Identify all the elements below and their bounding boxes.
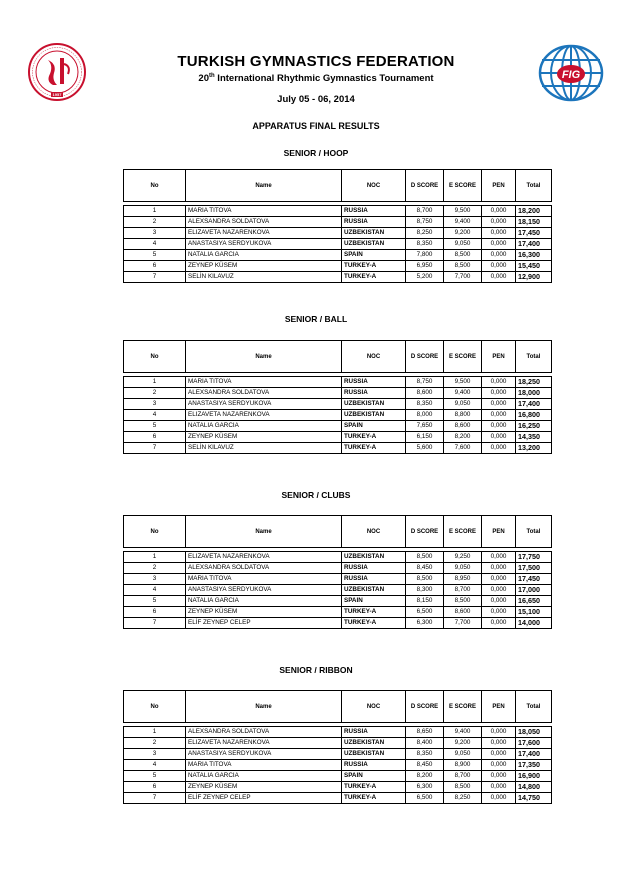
results-title: APPARATUS FINAL RESULTS — [252, 121, 380, 131]
cell-e: 8,250 — [444, 793, 482, 804]
cell-pen: 0,000 — [482, 552, 516, 563]
column-header: PEN — [482, 170, 516, 202]
cell-d: 8,600 — [406, 388, 444, 399]
cell-total: 17,450 — [516, 228, 552, 239]
cell-d: 7,800 — [406, 250, 444, 261]
cell-name: ZEYNEP KÜSEM — [186, 432, 342, 443]
table-row — [124, 272, 552, 283]
cell-no: 7 — [124, 618, 186, 629]
column-header: Total — [516, 170, 552, 202]
table-row — [124, 618, 552, 629]
tournament-title: 20th International Rhythmic Gymnastics Tournament — [198, 73, 434, 85]
cell-name: ALEXSANDRA SOLDATOVA — [186, 388, 342, 399]
column-header: No — [124, 516, 186, 548]
table-header-row — [124, 691, 552, 723]
section-title: SENIOR / HOOP — [283, 148, 349, 158]
cell-name: ELIZAVETA NAZARENKOVA — [186, 738, 342, 749]
table-row — [124, 607, 552, 618]
table-row — [124, 377, 552, 388]
cell-e: 8,500 — [444, 782, 482, 793]
cell-total: 18,050 — [516, 727, 552, 738]
cell-e: 7,700 — [444, 618, 482, 629]
cell-total: 17,400 — [516, 749, 552, 760]
cell-d: 8,400 — [406, 738, 444, 749]
cell-name: NATALIA GARCIA — [186, 250, 342, 261]
cell-name: ZEYNEP KÜSEM — [186, 782, 342, 793]
cell-name: ELIZAVETA NAZARENKOVA — [186, 228, 342, 239]
cell-noc: TURKEY-A — [342, 782, 406, 793]
table-header-row — [124, 170, 552, 202]
cell-d: 8,450 — [406, 563, 444, 574]
cell-total: 14,750 — [516, 793, 552, 804]
table-row — [124, 217, 552, 228]
cell-no: 6 — [124, 261, 186, 272]
cell-noc: RUSSIA — [342, 217, 406, 228]
cell-e: 7,600 — [444, 443, 482, 454]
cell-d: 8,000 — [406, 410, 444, 421]
cell-e: 8,500 — [444, 250, 482, 261]
cell-d: 8,300 — [406, 585, 444, 596]
table-row — [124, 239, 552, 250]
table-row — [124, 563, 552, 574]
cell-no: 4 — [124, 585, 186, 596]
cell-total: 18,000 — [516, 388, 552, 399]
cell-total: 13,200 — [516, 443, 552, 454]
table-row — [124, 228, 552, 239]
cell-name: ELİF ZEYNEP CELEP — [186, 793, 342, 804]
cell-d: 6,950 — [406, 261, 444, 272]
column-header: NOC — [342, 516, 406, 548]
cell-name: MARIA TITOVA — [186, 574, 342, 585]
cell-name: NATALIA GARCIA — [186, 771, 342, 782]
cell-pen: 0,000 — [482, 782, 516, 793]
cell-pen: 0,000 — [482, 574, 516, 585]
cell-pen: 0,000 — [482, 377, 516, 388]
table-row — [124, 421, 552, 432]
column-header: D SCORE — [406, 691, 444, 723]
cell-e: 8,200 — [444, 432, 482, 443]
cell-pen: 0,000 — [482, 206, 516, 217]
cell-noc: SPAIN — [342, 250, 406, 261]
column-header: Total — [516, 516, 552, 548]
table-row — [124, 738, 552, 749]
column-header: E SCORE — [444, 170, 482, 202]
results-table — [123, 690, 552, 804]
cell-noc: RUSSIA — [342, 388, 406, 399]
cell-e: 9,050 — [444, 563, 482, 574]
cell-no: 1 — [124, 552, 186, 563]
cell-total: 17,400 — [516, 399, 552, 410]
cell-d: 5,200 — [406, 272, 444, 283]
cell-total: 17,600 — [516, 738, 552, 749]
cell-e: 8,500 — [444, 261, 482, 272]
cell-pen: 0,000 — [482, 607, 516, 618]
column-header: Total — [516, 691, 552, 723]
column-header: D SCORE — [406, 341, 444, 373]
cell-pen: 0,000 — [482, 727, 516, 738]
table-row — [124, 443, 552, 454]
cell-total: 17,350 — [516, 760, 552, 771]
cell-pen: 0,000 — [482, 749, 516, 760]
cell-noc: TURKEY-A — [342, 432, 406, 443]
section-title: SENIOR / BALL — [284, 314, 348, 324]
cell-total: 14,800 — [516, 782, 552, 793]
cell-noc: RUSSIA — [342, 727, 406, 738]
cell-d: 8,750 — [406, 377, 444, 388]
cell-name: SELİN KILAVUZ — [186, 272, 342, 283]
cell-e: 9,400 — [444, 217, 482, 228]
cell-d: 8,350 — [406, 749, 444, 760]
column-header: E SCORE — [444, 691, 482, 723]
table-row — [124, 596, 552, 607]
cell-pen: 0,000 — [482, 793, 516, 804]
seal-year: 1957 — [52, 92, 62, 98]
cell-pen: 0,000 — [482, 239, 516, 250]
column-header: PEN — [482, 341, 516, 373]
cell-pen: 0,000 — [482, 563, 516, 574]
cell-e: 9,200 — [444, 738, 482, 749]
cell-e: 9,050 — [444, 399, 482, 410]
cell-total: 15,450 — [516, 261, 552, 272]
cell-name: SELİN KILAVUZ — [186, 443, 342, 454]
column-header: E SCORE — [444, 341, 482, 373]
cell-no: 5 — [124, 250, 186, 261]
cell-d: 6,150 — [406, 432, 444, 443]
cell-pen: 0,000 — [482, 618, 516, 629]
cell-total: 17,750 — [516, 552, 552, 563]
cell-total: 17,400 — [516, 239, 552, 250]
cell-name: MARIA TITOVA — [186, 377, 342, 388]
cell-d: 5,600 — [406, 443, 444, 454]
cell-no: 4 — [124, 760, 186, 771]
cell-name: ALEXSANDRA SOLDATOVA — [186, 727, 342, 738]
cell-e: 9,250 — [444, 552, 482, 563]
column-header: E SCORE — [444, 516, 482, 548]
cell-total: 15,100 — [516, 607, 552, 618]
cell-d: 8,200 — [406, 771, 444, 782]
cell-noc: TURKEY-A — [342, 607, 406, 618]
column-header: Total — [516, 341, 552, 373]
cell-no: 4 — [124, 239, 186, 250]
table-row — [124, 585, 552, 596]
section-title: SENIOR / CLUBS — [281, 490, 351, 500]
cell-d: 8,750 — [406, 217, 444, 228]
cell-no: 1 — [124, 377, 186, 388]
cell-pen: 0,000 — [482, 443, 516, 454]
cell-pen: 0,000 — [482, 771, 516, 782]
cell-d: 8,450 — [406, 760, 444, 771]
cell-e: 8,600 — [444, 607, 482, 618]
cell-noc: RUSSIA — [342, 563, 406, 574]
cell-d: 7,650 — [406, 421, 444, 432]
cell-d: 6,300 — [406, 618, 444, 629]
cell-noc: UZBEKISTAN — [342, 749, 406, 760]
column-header: No — [124, 170, 186, 202]
column-header: PEN — [482, 516, 516, 548]
cell-name: ANASTASIYA SERDYUKOVA — [186, 399, 342, 410]
cell-noc: UZBEKISTAN — [342, 585, 406, 596]
cell-no: 2 — [124, 563, 186, 574]
cell-e: 8,900 — [444, 760, 482, 771]
cell-e: 9,200 — [444, 228, 482, 239]
column-header: No — [124, 341, 186, 373]
cell-name: ALEXSANDRA SOLDATOVA — [186, 217, 342, 228]
results-table — [123, 515, 552, 629]
cell-noc: SPAIN — [342, 771, 406, 782]
tournament-dates: July 05 - 06, 2014 — [277, 94, 355, 105]
cell-pen: 0,000 — [482, 760, 516, 771]
table-row — [124, 793, 552, 804]
cell-e: 8,500 — [444, 596, 482, 607]
federation-title: TURKISH GYMNASTICS FEDERATION — [177, 53, 455, 70]
cell-total: 14,350 — [516, 432, 552, 443]
cell-no: 7 — [124, 443, 186, 454]
table-row — [124, 552, 552, 563]
cell-noc: RUSSIA — [342, 206, 406, 217]
cell-total: 17,500 — [516, 563, 552, 574]
cell-pen: 0,000 — [482, 738, 516, 749]
table-row — [124, 410, 552, 421]
cell-no: 5 — [124, 421, 186, 432]
cell-d: 6,300 — [406, 782, 444, 793]
cell-name: NATALIA GARCIA — [186, 421, 342, 432]
cell-noc: SPAIN — [342, 421, 406, 432]
cell-noc: TURKEY-A — [342, 618, 406, 629]
cell-e: 8,800 — [444, 410, 482, 421]
cell-name: ELIZAVETA NAZARENKOVA — [186, 552, 342, 563]
cell-d: 8,350 — [406, 239, 444, 250]
table-row — [124, 250, 552, 261]
cell-total: 18,150 — [516, 217, 552, 228]
cell-no: 2 — [124, 217, 186, 228]
cell-e: 8,600 — [444, 421, 482, 432]
federation-seal-icon — [27, 42, 87, 102]
table-row — [124, 760, 552, 771]
cell-e: 8,700 — [444, 771, 482, 782]
column-header: NOC — [342, 170, 406, 202]
cell-noc: UZBEKISTAN — [342, 552, 406, 563]
cell-name: ANASTASIYA SERDYUKOVA — [186, 749, 342, 760]
table-row — [124, 261, 552, 272]
cell-pen: 0,000 — [482, 410, 516, 421]
cell-total: 17,450 — [516, 574, 552, 585]
cell-name: MARIA TITOVA — [186, 206, 342, 217]
cell-e: 9,400 — [444, 388, 482, 399]
cell-d: 8,700 — [406, 206, 444, 217]
cell-no: 7 — [124, 272, 186, 283]
cell-total: 16,800 — [516, 410, 552, 421]
cell-name: ANASTASIYA SERDYUKOVA — [186, 585, 342, 596]
column-header: D SCORE — [406, 170, 444, 202]
cell-total: 18,250 — [516, 377, 552, 388]
cell-no: 6 — [124, 782, 186, 793]
cell-total: 16,300 — [516, 250, 552, 261]
cell-no: 1 — [124, 206, 186, 217]
cell-d: 6,500 — [406, 793, 444, 804]
cell-e: 8,700 — [444, 585, 482, 596]
cell-no: 4 — [124, 410, 186, 421]
cell-total: 14,000 — [516, 618, 552, 629]
table-row — [124, 771, 552, 782]
cell-no: 3 — [124, 574, 186, 585]
cell-total: 17,000 — [516, 585, 552, 596]
cell-no: 3 — [124, 749, 186, 760]
cell-noc: SPAIN — [342, 596, 406, 607]
cell-e: 7,700 — [444, 272, 482, 283]
cell-total: 18,200 — [516, 206, 552, 217]
table-row — [124, 574, 552, 585]
column-header: Name — [186, 341, 342, 373]
cell-name: MARIA TITOVA — [186, 760, 342, 771]
cell-d: 8,500 — [406, 574, 444, 585]
table-row — [124, 399, 552, 410]
table-row — [124, 432, 552, 443]
cell-e: 9,050 — [444, 749, 482, 760]
cell-pen: 0,000 — [482, 388, 516, 399]
cell-noc: UZBEKISTAN — [342, 738, 406, 749]
cell-pen: 0,000 — [482, 585, 516, 596]
column-header: PEN — [482, 691, 516, 723]
cell-no: 3 — [124, 399, 186, 410]
table-row — [124, 388, 552, 399]
cell-no: 6 — [124, 607, 186, 618]
results-table — [123, 340, 552, 454]
column-header: NOC — [342, 341, 406, 373]
cell-pen: 0,000 — [482, 596, 516, 607]
cell-name: ALEXSANDRA SOLDATOVA — [186, 563, 342, 574]
cell-no: 5 — [124, 771, 186, 782]
table-header-row — [124, 341, 552, 373]
cell-d: 8,250 — [406, 228, 444, 239]
cell-total: 16,900 — [516, 771, 552, 782]
column-header: No — [124, 691, 186, 723]
table-row — [124, 206, 552, 217]
cell-e: 9,500 — [444, 377, 482, 388]
cell-d: 8,500 — [406, 552, 444, 563]
cell-name: ELİF ZEYNEP CELEP — [186, 618, 342, 629]
cell-pen: 0,000 — [482, 421, 516, 432]
section-title: SENIOR / RIBBON — [279, 665, 353, 675]
cell-noc: UZBEKISTAN — [342, 228, 406, 239]
cell-d: 8,150 — [406, 596, 444, 607]
cell-d: 6,500 — [406, 607, 444, 618]
cell-e: 8,950 — [444, 574, 482, 585]
cell-no: 2 — [124, 388, 186, 399]
cell-name: ZEYNEP KÜSEM — [186, 261, 342, 272]
cell-noc: TURKEY-A — [342, 272, 406, 283]
cell-pen: 0,000 — [482, 399, 516, 410]
cell-total: 16,650 — [516, 596, 552, 607]
cell-noc: TURKEY-A — [342, 793, 406, 804]
column-header: Name — [186, 691, 342, 723]
table-row — [124, 727, 552, 738]
column-header: Name — [186, 170, 342, 202]
cell-name: NATALIA GARCIA — [186, 596, 342, 607]
cell-pen: 0,000 — [482, 272, 516, 283]
cell-pen: 0,000 — [482, 228, 516, 239]
cell-name: ZEYNEP KÜSEM — [186, 607, 342, 618]
cell-no: 6 — [124, 432, 186, 443]
fig-logo-text: FIG — [561, 69, 581, 81]
cell-no: 3 — [124, 228, 186, 239]
column-header: Name — [186, 516, 342, 548]
cell-pen: 0,000 — [482, 217, 516, 228]
cell-noc: UZBEKISTAN — [342, 239, 406, 250]
cell-no: 7 — [124, 793, 186, 804]
cell-noc: RUSSIA — [342, 377, 406, 388]
cell-noc: TURKEY-A — [342, 261, 406, 272]
cell-pen: 0,000 — [482, 250, 516, 261]
cell-name: ELIZAVETA NAZARENKOVA — [186, 410, 342, 421]
cell-no: 5 — [124, 596, 186, 607]
cell-no: 2 — [124, 738, 186, 749]
cell-e: 9,400 — [444, 727, 482, 738]
cell-noc: RUSSIA — [342, 574, 406, 585]
table-row — [124, 782, 552, 793]
results-table — [123, 169, 552, 283]
cell-pen: 0,000 — [482, 432, 516, 443]
column-header: D SCORE — [406, 516, 444, 548]
cell-name: ANASTASIYA SERDYUKOVA — [186, 239, 342, 250]
column-header: NOC — [342, 691, 406, 723]
table-header-row — [124, 516, 552, 548]
cell-pen: 0,000 — [482, 261, 516, 272]
cell-d: 8,350 — [406, 399, 444, 410]
cell-noc: UZBEKISTAN — [342, 410, 406, 421]
cell-total: 16,250 — [516, 421, 552, 432]
cell-d: 8,650 — [406, 727, 444, 738]
cell-noc: UZBEKISTAN — [342, 399, 406, 410]
cell-e: 9,050 — [444, 239, 482, 250]
cell-e: 9,500 — [444, 206, 482, 217]
cell-no: 1 — [124, 727, 186, 738]
cell-total: 12,900 — [516, 272, 552, 283]
cell-noc: TURKEY-A — [342, 443, 406, 454]
table-row — [124, 749, 552, 760]
cell-noc: RUSSIA — [342, 760, 406, 771]
